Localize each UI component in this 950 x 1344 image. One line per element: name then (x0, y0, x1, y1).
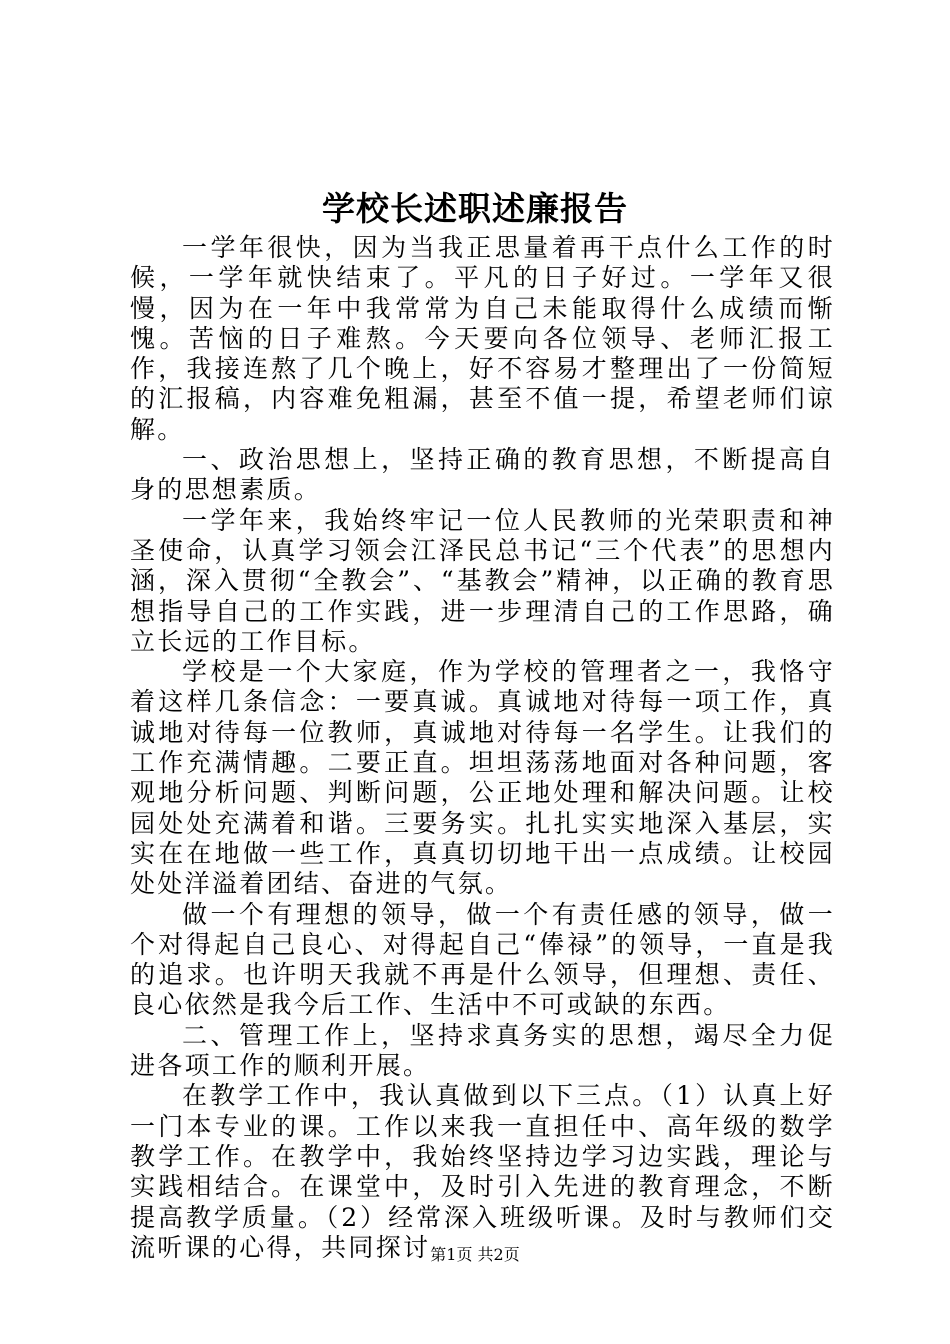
paragraph-political: 一学年来，我始终牢记一位人民教师的光荣职责和神圣使命，认真学习领会江泽民总书记“三个代表”的思想内涵，深入贯彻“全教会”、“基教会”精神，以正确的教育思想指导自己的工作实践，进一步理清自己的工作思路，确立长远的工作目标。 (130, 505, 835, 656)
paragraph-teaching: 在教学工作中，我认真做到以下三点。（1）认真上好一门本专业的课。工作以来我一直担任中、高年级的数学教学工作。在教学中，我始终坚持边学习边实践，理论与实践相结合。在课堂中，及时引入先进的教育理念，不断提高教学质量。（2）经常深入班级听课。及时与教师们交流听课的心得，共同探讨 (130, 1081, 835, 1262)
section-heading-political: 一、政治思想上，坚持正确的教育思想，不断提高自身的思想素质。 (130, 445, 835, 505)
paragraph-beliefs: 学校是一个大家庭，作为学校的管理者之一，我恪守着这样几条信念：一要真诚。真诚地对待每一项工作，真诚地对待每一位教师，真诚地对待每一名学生。让我们的工作充满情趣。二要正直。坦坦荡荡地面对各种问题，客观地分析问题、判断问题，公正地处理和解决问题。让校园处处充满着和谐。三要务实。扎扎实实地深入基层，实实在在地做一些工作，真真切切地干出一点成绩。让校园处处洋溢着团结、奋进的气氛。 (130, 657, 835, 899)
page-number-footer: 第1页 共2页 (430, 1245, 520, 1264)
paragraph-intro: 一学年很快，因为当我正思量着再干点什么工作的时候，一学年就快结束了。平凡的日子好过。一学年又很慢，因为在一年中我常常为自己未能取得什么成绩而惭愧。苦恼的日子难熬。今天要向各位领导、老师汇报工作，我接连熬了几个晚上，好不容易才整理出了一份简短的汇报稿，内容难免粗漏，甚至不值一提，希望老师们谅解。 (130, 233, 835, 444)
document-body (130, 233, 835, 1263)
paragraph-pursuit: 做一个有理想的领导，做一个有责任感的领导，做一个对得起自己良心、对得起自己“俸禄”的领导，一直是我的追求。也许明天我就不再是什么领导，但理想、责任、良心依然是我今后工作、生活中不可或缺的东西。 (130, 899, 835, 1020)
document-title: 学校长述职述廉报告 (322, 189, 628, 228)
section-heading-management: 二、管理工作上，坚持求真务实的思想，竭尽全力促进各项工作的顺利开展。 (130, 1020, 835, 1081)
